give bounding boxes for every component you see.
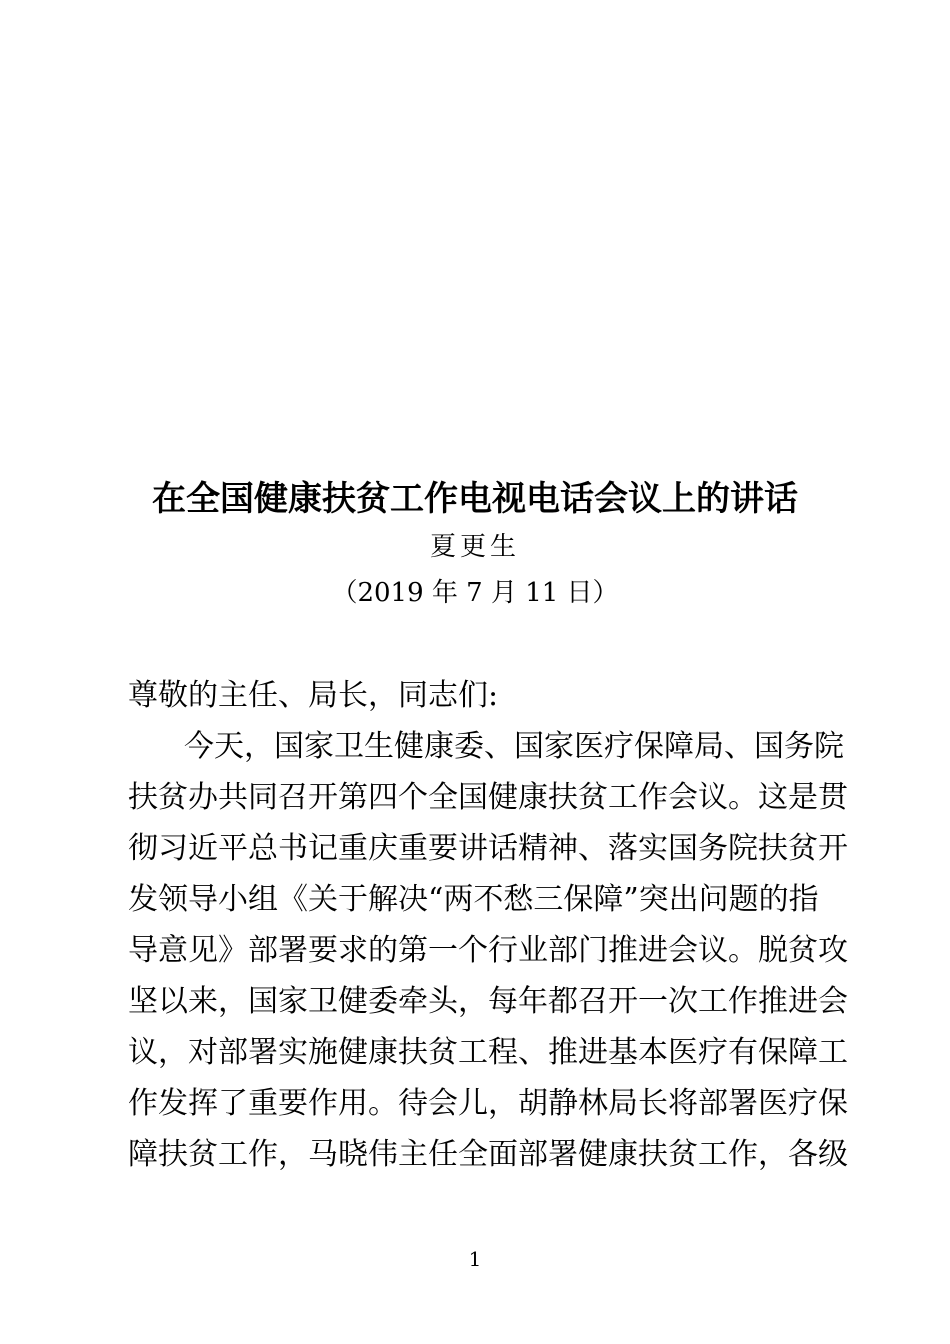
document-author: 夏更生	[429, 532, 520, 562]
document-date: （2019 年 7 月 11 日）	[331, 578, 619, 608]
paragraph-line: 议，对部署实施健康扶贫工程、推进基本医疗有保障工	[128, 1035, 848, 1070]
paragraph-line: 作发挥了重要作用。待会儿，胡静林局长将部署医疗保	[128, 1086, 848, 1121]
paragraph-line: 彻习近平总书记重庆重要讲话精神、落实国务院扶贫开	[128, 831, 848, 866]
paragraph-line: 今天，国家卫生健康委、国家医疗保障局、国务院	[184, 729, 844, 764]
paragraph-line: 坚以来，国家卫健委牵头，每年都召开一次工作推进会	[128, 984, 848, 1019]
paragraph-line: 导意见》部署要求的第一个行业部门推进会议。脱贫攻	[128, 933, 848, 968]
document-body	[128, 670, 848, 1180]
paragraph-line: 发领导小组《关于解决“两不愁三保障”突出问题的指	[128, 882, 819, 917]
greeting-line: 尊敬的主任、局长，同志们:	[128, 678, 499, 713]
paragraph-line: 障扶贫工作，马晓伟主任全面部署健康扶贫工作，各级	[128, 1137, 848, 1172]
paragraph-line: 扶贫办共同召开第四个全国健康扶贫工作会议。这是贯	[128, 780, 848, 815]
document-title: 在全国健康扶贫工作电视电话会议上的讲话	[152, 479, 798, 519]
page-number: 1	[468, 1247, 482, 1271]
